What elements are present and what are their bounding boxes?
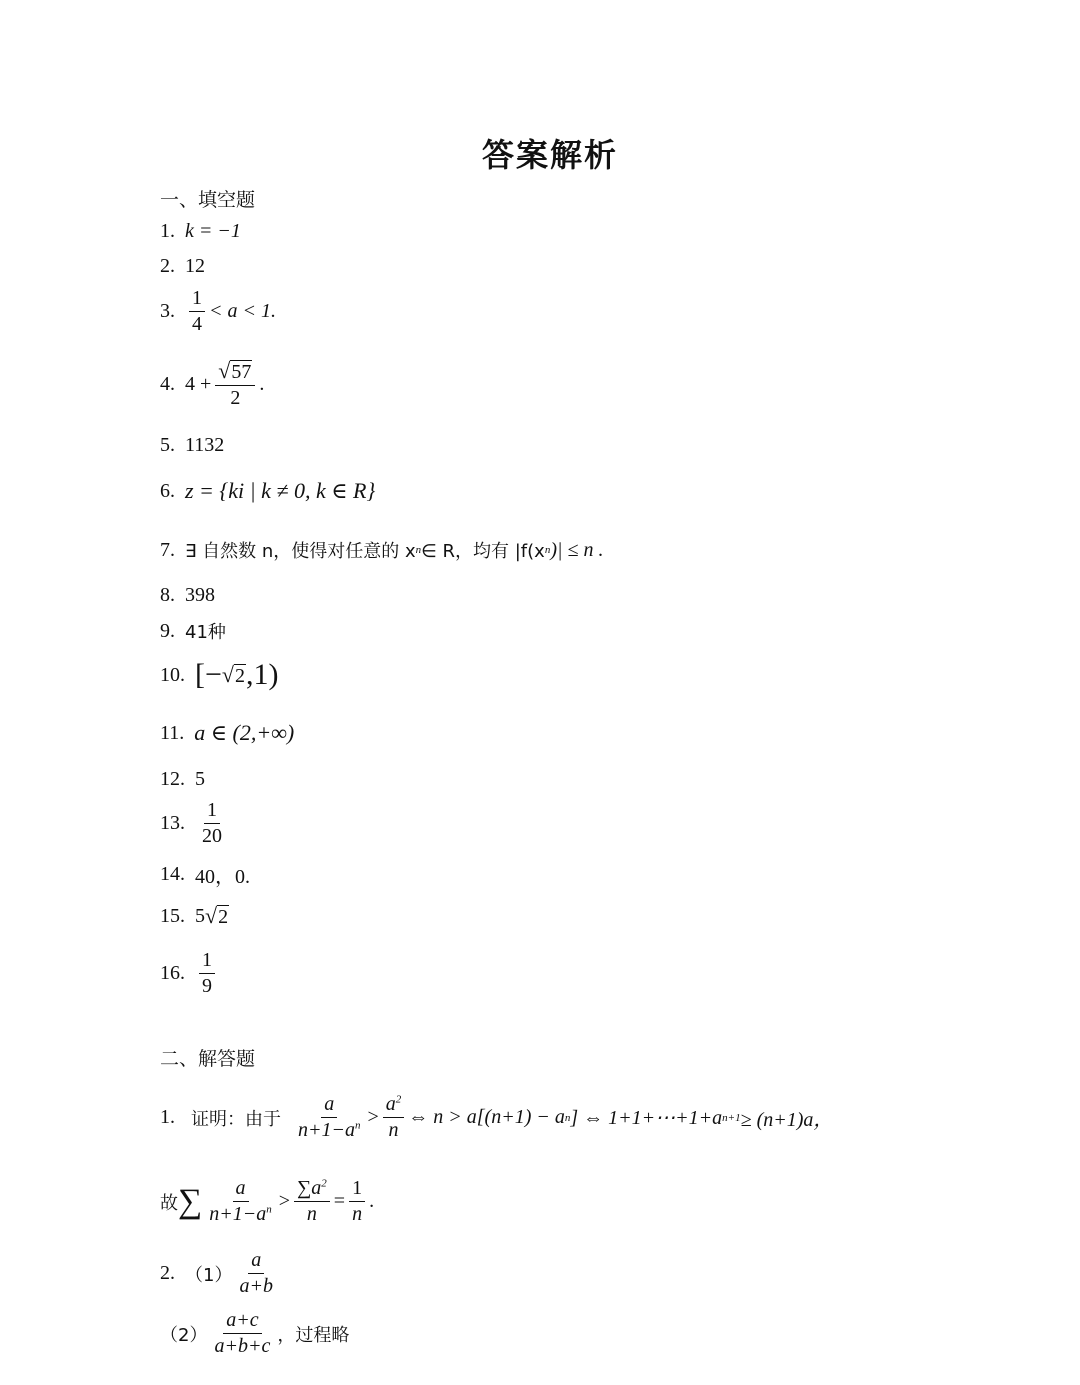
answer-11 (160, 720, 294, 746)
answer-2 (160, 255, 205, 278)
solution-1-line-1 (160, 1094, 833, 1141)
solution-1b-eq: = (333, 1190, 346, 1212)
answer-12 (160, 768, 205, 791)
answer-5-value: 1132 (185, 434, 225, 456)
solution-1-f1-denominator-exp: n (355, 1119, 361, 1132)
answer-15 (160, 905, 229, 928)
answer-3-number: 3. (160, 300, 175, 322)
answer-14 (160, 860, 250, 889)
solution-2-number: 2. (160, 1262, 175, 1284)
answer-9-number: 9. (160, 619, 175, 642)
answer-8-number: 8. (160, 584, 175, 606)
solution-2-part-1-label: （1） (185, 1264, 233, 1286)
solution-1-f2-numerator-exp: 2 (395, 1093, 402, 1106)
answer-16-number: 16. (160, 962, 185, 984)
answer-13-numerator: 1 (204, 800, 220, 824)
answer-4-prefix: 4 + (185, 373, 212, 395)
solution-1b-f1-denominator: n+1−a (209, 1203, 267, 1225)
solution-1b-f1-numerator: a (233, 1178, 249, 1202)
sum-icon: ∑ (178, 1182, 203, 1220)
answer-4-tail: . (259, 373, 265, 395)
solution-1-fraction-1 (295, 1094, 364, 1141)
answer-4-fraction (215, 360, 255, 409)
solution-1b-f3-numerator: 1 (349, 1178, 365, 1202)
answer-9-value: 41种 (185, 622, 226, 643)
sqrt-icon: √ 2 (221, 661, 245, 687)
solution-2-tail: ，过程略 (277, 1324, 350, 1346)
solution-1-f2-numerator: a (385, 1093, 396, 1115)
solution-1b-fraction-2 (294, 1178, 330, 1225)
answer-10-number: 10. (160, 663, 185, 686)
answer-5-number: 5. (160, 434, 175, 456)
answer-1-value: k = −1 (185, 220, 241, 242)
solution-1-gt: > (367, 1106, 379, 1128)
sqrt-icon: √ 57 (218, 358, 252, 383)
answer-14-number: 14. (160, 863, 185, 885)
solution-1-chain-b-exp: n+1 (722, 1111, 741, 1124)
solution-1b-f3-denominator: n (352, 1203, 363, 1225)
solution-1-number: 1. (160, 1106, 175, 1128)
answer-6 (160, 478, 375, 504)
answer-2-value: 12 (185, 255, 205, 277)
answer-10-radicand: 2 (235, 664, 245, 687)
answer-15-radicand: 2 (218, 906, 229, 928)
solution-1b-f2-numerator: ∑a (297, 1177, 322, 1199)
solution-1-chain-a-exp: n (564, 1111, 571, 1124)
answer-13-number: 13. (160, 812, 185, 834)
solution-1-lead: 证明：由于 (191, 1108, 281, 1130)
answer-13-fraction (199, 800, 225, 847)
answer-9 (160, 618, 226, 644)
solution-2-part-2 (160, 1310, 349, 1357)
answer-3 (160, 288, 276, 335)
page-title: 答案解析 (481, 136, 618, 174)
answer-5 (160, 434, 224, 457)
answer-15-number: 15. (160, 905, 185, 927)
answer-7-subscript: n (415, 544, 422, 556)
answer-15-prefix: 5 (195, 905, 205, 927)
answer-7-number: 7. (160, 538, 175, 561)
answer-10-prefix: [− (195, 658, 222, 691)
answer-8-value: 398 (185, 584, 215, 606)
solution-1-fraction-2 (383, 1094, 405, 1141)
answer-2-number: 2. (160, 255, 175, 277)
solution-2-part-1 (160, 1250, 280, 1297)
answer-6-number: 6. (160, 479, 175, 502)
solution-1-line-2 (160, 1178, 374, 1225)
answer-16-fraction (199, 950, 215, 997)
answer-7-tail: )| ≤ n . (550, 538, 604, 561)
solution-2-fraction-1 (236, 1250, 276, 1297)
solution-1b-gt: > (278, 1190, 291, 1212)
solution-1-therefore: 故 (160, 1192, 178, 1214)
solution-2-f1-denominator: a+b (239, 1275, 273, 1297)
solution-2-part-2-label: （2） (160, 1324, 208, 1346)
answer-3-numerator: 1 (189, 288, 205, 312)
solution-2-f1-numerator: a (248, 1250, 264, 1274)
solution-1-f2-denominator: n (388, 1119, 399, 1141)
answer-3-fraction (189, 288, 205, 335)
answer-4-number: 4. (160, 373, 175, 395)
solution-1-f1-numerator: a (321, 1094, 337, 1118)
solution-1b-f2-denominator: n (306, 1203, 317, 1225)
answer-1-number: 1. (160, 220, 175, 242)
answer-13-denominator: 20 (202, 825, 222, 847)
answer-7-subscript-2: n (544, 544, 551, 556)
answer-16-numerator: 1 (199, 950, 215, 974)
solution-1-chain-c: ≥ (n+1)a， (740, 1109, 834, 1131)
solution-2-f2-denominator: a+b+c (214, 1335, 271, 1357)
answer-11-number: 11. (160, 721, 185, 744)
answer-16 (160, 950, 219, 997)
answer-7-text-mid: ∈ R，均有 |f(x (421, 541, 545, 562)
answer-12-number: 12. (160, 768, 185, 790)
solution-1b-tail: . (369, 1190, 375, 1212)
solution-1b-f1-denominator-exp: n (266, 1203, 272, 1216)
answer-4 (160, 360, 264, 409)
section-solutions: 二、解答题 (160, 1048, 256, 1070)
answer-7-text: ∃ 自然数 n，使得对任意的 x (185, 541, 416, 562)
answer-11-value: a ∈ (2,+∞) (194, 720, 295, 745)
answer-16-denominator: 9 (202, 975, 212, 997)
answer-13 (160, 800, 229, 847)
solution-1b-f2-numerator-exp: 2 (321, 1177, 327, 1190)
answer-6-value: z = {ki | k ≠ 0, k ∈ R} (185, 478, 376, 503)
answer-10-tail: ,1) (246, 658, 279, 691)
answer-10 (160, 660, 279, 690)
solution-2-fraction-2 (211, 1310, 273, 1357)
solution-1-f1-denominator: n+1−a (298, 1119, 355, 1141)
solution-1b-fraction-1 (206, 1178, 275, 1225)
solution-1b-fraction-3 (349, 1178, 365, 1225)
answer-3-denominator: 4 (192, 313, 202, 335)
solution-1-chain-a: ⇔ n > a[(n+1) − a (408, 1106, 565, 1128)
answer-14-value: 40，0. (195, 866, 250, 888)
sqrt-icon: √ 2 (205, 903, 229, 928)
answer-12-value: 5 (195, 768, 205, 790)
section-fill-blank: 一、填空题 (160, 189, 256, 211)
answer-4-radicand: 57 (231, 361, 252, 383)
answer-7 (160, 537, 603, 563)
answer-8 (160, 584, 215, 607)
solution-2-f2-numerator: a+c (223, 1310, 261, 1334)
answer-3-tail: < a < 1. (209, 300, 276, 322)
answer-1 (160, 220, 241, 243)
answer-4-denominator: 2 (230, 387, 241, 409)
solution-1-chain-b: ] ⇔ 1+1+⋯+1+a (570, 1107, 723, 1129)
